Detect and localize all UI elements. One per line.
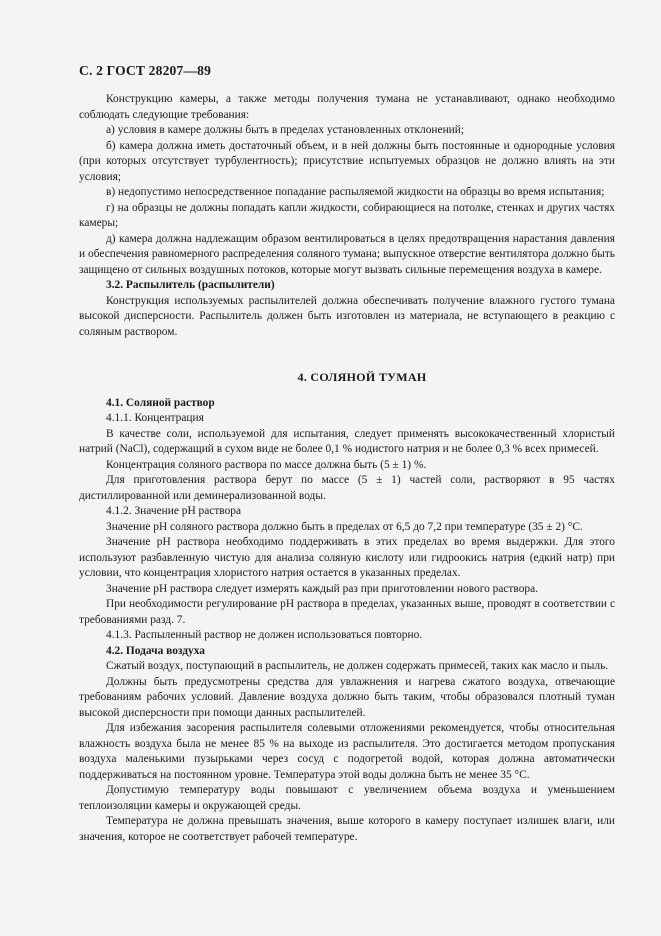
- clause-heading: 4.1.2. Значение рН раствора: [106, 505, 242, 517]
- section-title: 4. СОЛЯНОЙ ТУМАН: [297, 370, 427, 384]
- list-item-d: д) камера должна надлежащим образом вентилироваться в целях предотвращения нарастания давления и обеспечения равномерного распределения соляного тумана; выпускное отверстие вентилятора должно быть защищено от сильных воздушных потоков, которые могут вызвать сильные перемещения воздуха в камере.: [79, 232, 615, 276]
- paragraph: Конструкцию камеры, а также методы получения тумана не устанавливают, однако необходимо соблюдать следующие требования:: [79, 93, 615, 121]
- list-item-a: а) условия в камере должны быть в пределах установленных отклонений;: [106, 124, 465, 136]
- subsection-heading: 3.2. Распылитель (распылители): [106, 279, 275, 291]
- paragraph: Температура не должна превышать значения, выше которого в камеру поступает излишек влаги, или значения, которое не соответствует рабочей температуре.: [79, 815, 615, 843]
- paragraph: Концентрация соляного раствора по массе должна быть (5 ± 1) %.: [106, 458, 427, 471]
- paragraph: При необходимости регулирование рН раствора в пределах, указанных выше, проводят в соответствии с требованиями разд. 7.: [79, 598, 615, 626]
- clause-heading: 4.1.3. Распыленный раствор не должен использоваться повторно.: [106, 629, 423, 641]
- paragraph: Должны быть предусмотрены средства для увлажнения и нагрева сжатого воздуха, отвечающие требованиям рабочих условий. Давление воздуха должно быть таким, чтобы образовался плотный туман высокой дисперсности при помощи данных распылителей.: [79, 675, 615, 719]
- list-item-b: б) камера должна иметь достаточный объем, и в ней должны быть постоянные и однородные условия (при которых отсутствует турбулентность); присутствие испытуемых образцов не должно влиять на эти условия;: [79, 139, 615, 183]
- paragraph: Значение рН раствора необходимо поддерживать в этих пределах во время выдержки. Для этого используют разбавленную чистую для анализа соляную кислоту или гидроокись натрия (едкий натр) при условии, что концентрация хлористого натрия остается в указанных пределах.: [79, 536, 615, 579]
- page-header: С. 2 ГОСТ 28207—89: [79, 63, 212, 78]
- paragraph: Сжатый воздух, поступающий в распылитель, не должен содержать примесей, таких как масло и пыль.: [106, 660, 609, 672]
- paragraph: Допустимую температуру воды повышают с увеличением объема воздуха и уменьшением теплоизоляции камеры и окружающей среды.: [79, 784, 615, 812]
- paragraph: Значение рН соляного раствора должно быть в пределах от 6,5 до 7,2 при температуре (35 ± 2) °С.: [106, 520, 583, 533]
- list-item-g: г) на образцы не должны попадать капли жидкости, собирающиеся на потолке, стенках и других частях камеры;: [79, 201, 615, 229]
- clause-heading: 4.1.1. Концентрация: [106, 412, 204, 424]
- subsection-heading: 4.2. Подача воздуха: [106, 644, 205, 657]
- paragraph: Для приготовления раствора берут по массе (5 ± 1) частей соли, растворяют в 95 частях дистиллированной или деминерализованной воды.: [79, 474, 615, 502]
- paragraph: Значение рН раствора следует измерять каждый раз при приготовлении нового раствора.: [106, 582, 539, 595]
- document-body: [79, 92, 615, 845]
- paragraph: В качестве соли, используемой для испытания, следует применять высококачественный хлористый натрий (NaCl), содержащий в сухом виде не более 0,1 % иодистого натрия и не более 0,3 % всех примесей.: [79, 427, 615, 455]
- list-item-v: в) недопустимо непосредственное попадание распыляемой жидкости на образцы во время испытания;: [106, 186, 605, 198]
- subsection-heading: 4.1. Соляной раствор: [106, 396, 215, 409]
- paragraph: Для избежания засорения распылителя солевыми отложениями рекомендуется, чтобы относительная влажность воздуха была не менее 85 % на выходе из распылителя. Это достигается методом пропускания воздуха маленькими пузырьками через сосуд с подогретой водой, которая должна автоматически поддерживаться на постоянном уровне. Температура этой воды должна быть не менее 35 °С.: [79, 722, 615, 781]
- paragraph: Конструкция используемых распылителей должна обеспечивать получение влажного густого тумана высокой дисперсности. Распылитель должен быть изготовлен из материала, не вступающего в реакцию с соляным раствором.: [79, 294, 615, 338]
